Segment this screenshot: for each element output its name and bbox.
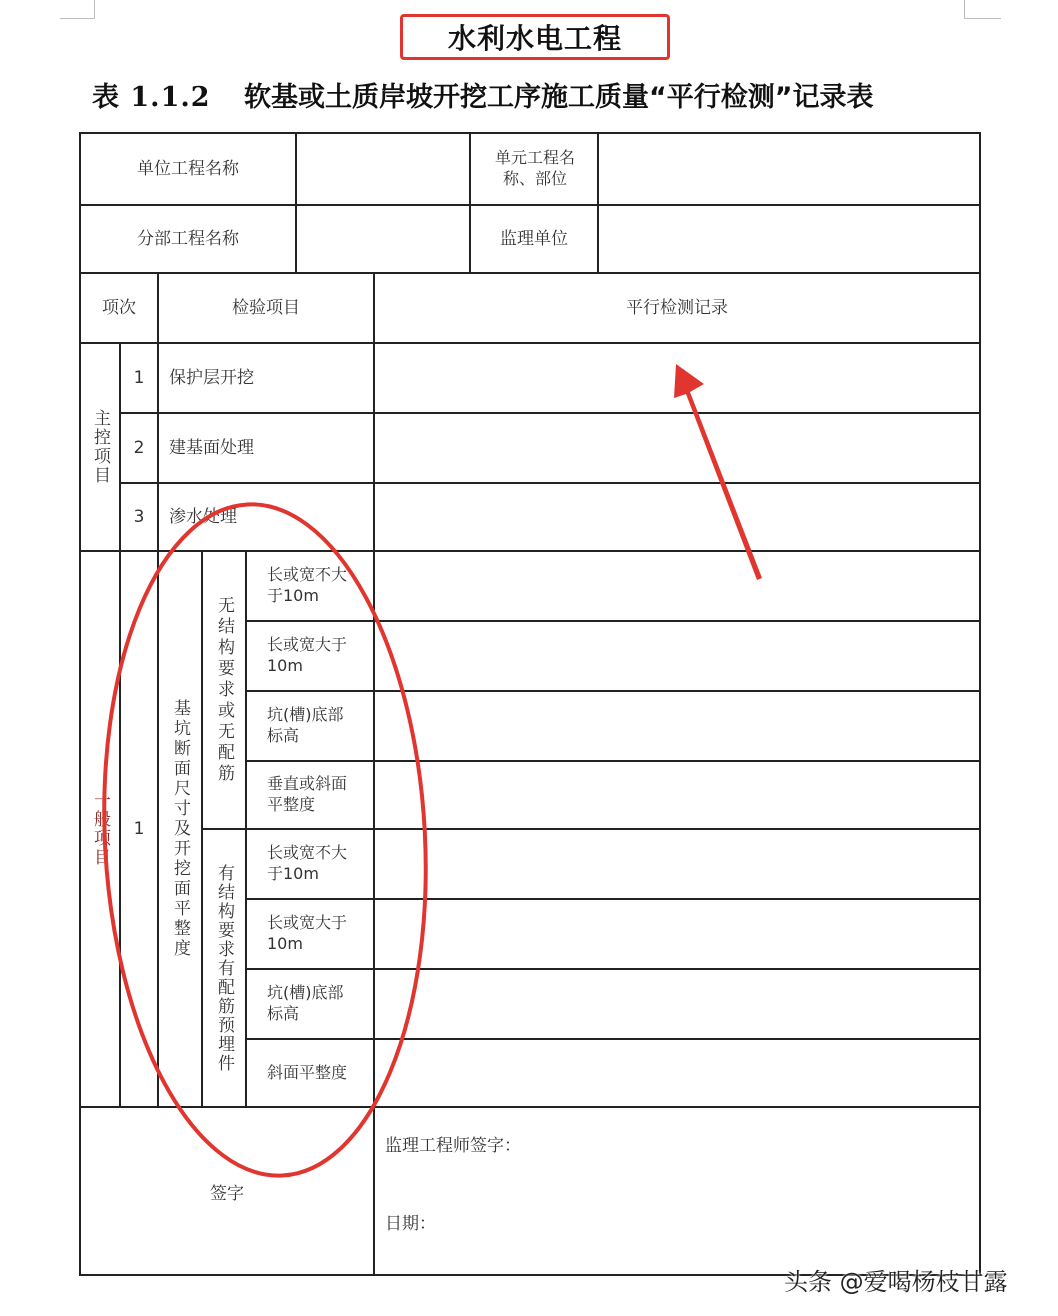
watermark: 头条 @爱喝杨枝甘露 [784,1268,1008,1296]
sub-item-2-2: 长或宽大于10m [267,913,348,953]
sub-item-1-3: 坑(槽)底部标高 [267,705,344,745]
sub-item-1-1-record[interactable] [375,552,979,620]
sub-item-2-3: 坑(槽)底部标高 [267,983,344,1023]
sub-item-1-4-record[interactable] [375,762,979,828]
sub-item-2-1: 长或宽不大于10m [267,843,348,883]
category-badge: 水利水电工程 [400,14,670,60]
sub-item-1-2: 长或宽大于10m [267,635,348,675]
general-group-label: 一般项目 [90,791,111,867]
sub-item-1-3-record[interactable] [375,692,979,760]
general-item-no: 1 [133,818,145,839]
col-header-item-no: 项次 [102,297,136,318]
form-title-text: 软基或土质岸坡开挖工序施工质量“平行检测”记录表 [244,81,874,113]
unit-project-label: 单位工程名称 [137,158,239,179]
main-item-1-record[interactable] [375,344,979,412]
date-label: 日期： [385,1213,436,1234]
element-project-value[interactable] [599,134,979,204]
main-item-3-record[interactable] [375,484,979,550]
sub-project-label: 分部工程名称 [137,228,239,249]
engineer-sign-label: 监理工程师签字： [385,1135,521,1156]
sub-item-2-1-record[interactable] [375,830,979,898]
page-corner-mark-right [964,0,1001,19]
sub-project-value[interactable] [297,206,469,272]
element-project-label: 单元工程名称、部位 [494,148,575,188]
sub-item-2-2-record[interactable] [375,900,979,968]
sub-item-1-4: 垂直或斜面平整度 [267,774,348,814]
sub-item-1-2-record[interactable] [375,622,979,690]
sub-group-2-label: 有结构要求有配筋预埋件 [214,863,235,1073]
main-item-3-no: 3 [133,506,145,527]
sub-item-2-3-record[interactable] [375,970,979,1038]
main-item-2-no: 2 [133,437,145,458]
sub-group-1-label: 无结构要求或无配筋 [214,595,235,785]
supervisor-unit-label: 监理单位 [500,228,568,249]
form-number: 表 1.1.2 [92,81,211,113]
main-control-group-label: 主控项目 [90,409,111,485]
form-title [92,72,992,116]
sub-item-2-4: 斜面平整度 [267,1062,348,1082]
inspection-record-table [79,132,981,1276]
sign-label: 签字 [210,1183,244,1204]
col-header-record: 平行检测记录 [626,297,728,318]
main-item-1-no: 1 [133,367,145,388]
general-item-name: 基坑断面尺寸及开挖面平整度 [170,699,191,959]
main-item-1-name: 保护层开挖 [169,367,254,388]
unit-project-value[interactable] [297,134,469,204]
page-corner-mark-left [60,0,95,19]
sub-item-2-4-record[interactable] [375,1040,979,1106]
main-item-3-name: 渗水处理 [169,506,237,527]
supervisor-unit-value[interactable] [599,206,979,272]
sub-item-1-1: 长或宽不大于10m [267,565,348,605]
main-item-2-name: 建基面处理 [169,437,254,458]
main-item-2-record[interactable] [375,414,979,482]
col-header-inspection-item: 检验项目 [232,297,300,318]
